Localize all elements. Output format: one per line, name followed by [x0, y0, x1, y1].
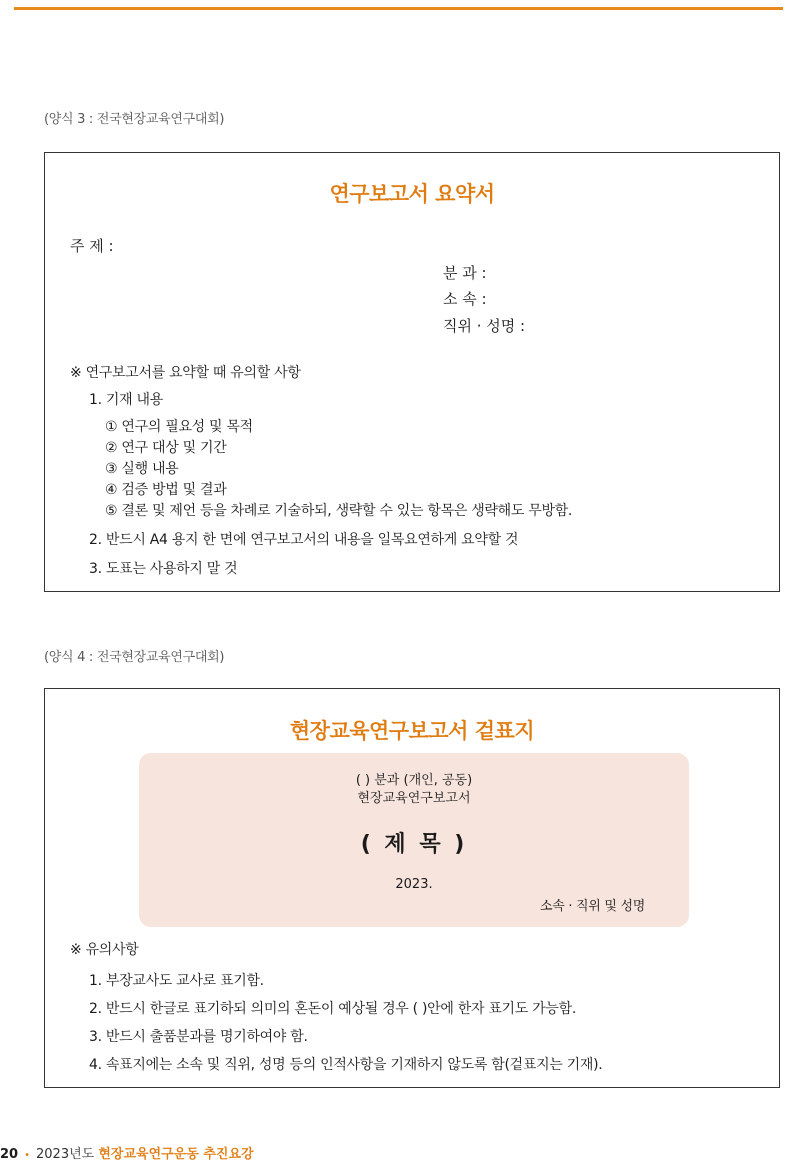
- field-affiliation: 소 속 :: [443, 290, 487, 308]
- form4-label: (양식 4 : 전국현장교육연구대회): [44, 650, 225, 665]
- cover-subject-placeholder: ( 제 목 ): [360, 832, 468, 857]
- summary-item-3: 3. 도표는 사용하지 말 것: [89, 561, 238, 577]
- page-number: 20: [0, 1147, 19, 1162]
- cover-note: 1. 부장교사도 교사로 표기함.: [89, 973, 264, 989]
- summary-subitem: ③ 실행 내용: [105, 461, 179, 477]
- cover-author-line: 소속 · 직위 및 성명: [540, 899, 645, 914]
- summary-subitem: ② 연구 대상 및 기간: [105, 440, 227, 456]
- cover-year: 2023.: [395, 877, 433, 892]
- form3-label: (양식 3 : 전국현장교육연구대회): [44, 112, 225, 127]
- footer-year: 2023년도: [36, 1147, 95, 1162]
- cover-form-title: 현장교육연구보고서 겉표지: [289, 719, 535, 743]
- cover-note: 2. 반드시 한글로 표기하되 의미의 혼돈이 예상될 경우 ( )안에 한자 표기도 가능함.: [89, 1001, 576, 1017]
- cover-note: 4. 속표지에는 소속 및 직위, 성명 등의 인적사항을 기재하지 않도록 함(겉표지는 기재).: [89, 1057, 603, 1073]
- summary-form-title: 연구보고서 요약서: [329, 182, 495, 206]
- cover-notes-heading: ※ 유의사항: [70, 942, 139, 958]
- footer-separator: •: [24, 1150, 30, 1161]
- subject-label: 주 제 :: [70, 237, 114, 255]
- field-position-name: 직위 · 성명 :: [443, 317, 526, 335]
- field-division: 분 과 :: [443, 264, 487, 282]
- summary-item-2: 2. 반드시 A4 용지 한 면에 연구보고서의 내용을 일목요연하게 요약할 것: [89, 532, 519, 548]
- top-accent-rule: [14, 7, 783, 10]
- summary-item-1: 1. 기재 내용: [89, 392, 163, 408]
- summary-subitem: ④ 검증 방법 및 결과: [105, 482, 227, 498]
- summary-subitem: ⑤ 결론 및 제언 등을 차례로 기술하되, 생략할 수 있는 항목은 생략해도 무방함.: [105, 503, 573, 519]
- page-footer: [0, 1143, 254, 1162]
- summary-notes-heading: ※ 연구보고서를 요약할 때 유의할 사항: [70, 365, 301, 381]
- cover-note: 3. 반드시 출품분과를 명기하여야 함.: [89, 1029, 308, 1045]
- cover-report-type: 현장교육연구보고서: [357, 791, 471, 806]
- footer-document-title: 현장교육연구운동 추진요강: [98, 1147, 254, 1162]
- cover-sample-panel: [139, 753, 689, 927]
- summary-form-box: [44, 152, 780, 592]
- cover-division-line: ( ) 분과 (개인, 공동): [355, 773, 473, 788]
- summary-subitem: ① 연구의 필요성 및 목적: [105, 419, 253, 435]
- cover-form-box: [44, 688, 780, 1088]
